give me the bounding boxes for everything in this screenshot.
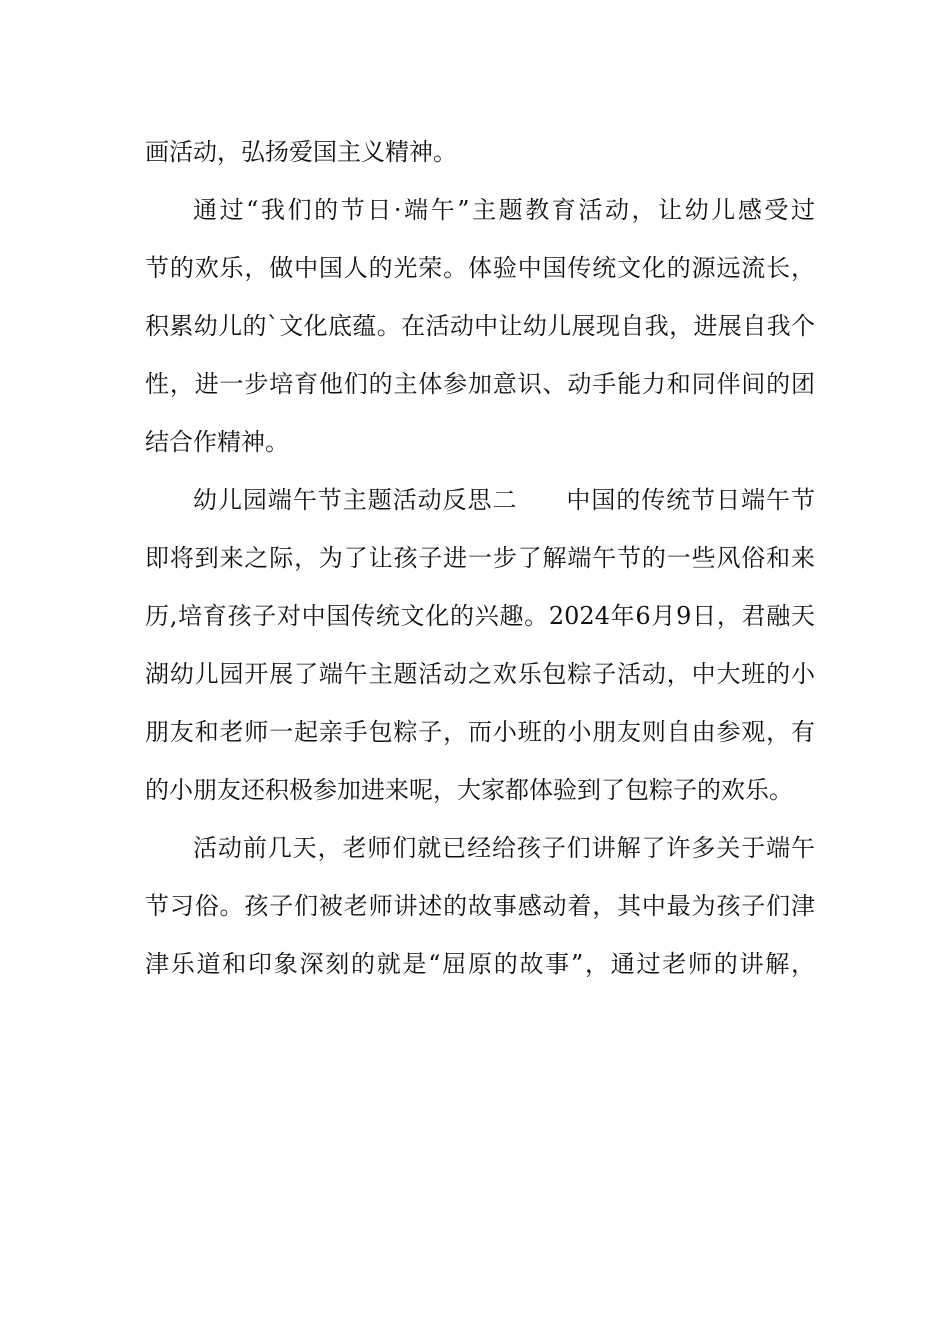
document-body — [145, 128, 815, 998]
paragraph-line: 性，进一步培育他们的主体参加意识、动手能力和同伴间的团 — [145, 370, 815, 398]
paragraph-line: 画活动，弘扬爱国主义精神。 — [145, 138, 457, 166]
paragraph-line: 通过“我们的节日·端午”主题教育活动，让幼儿感受过 — [193, 196, 815, 224]
paragraph-line: 湖幼儿园开展了端午主题活动之欢乐包粽子活动，中大班的小 — [145, 660, 815, 688]
section-heading-line — [145, 476, 815, 534]
paragraph-line: 历,培育孩子对中国传统文化的兴趣。2024年6月9日，君融天 — [145, 602, 815, 630]
paragraph-line: 津乐道和印象深刻的就是“屈原的故事”，通过老师的讲解， — [145, 950, 815, 978]
paragraph-line: 活动前几天，老师们就已经给孩子们讲解了许多关于端午 — [193, 834, 815, 862]
paragraph-line: 积累幼儿的`文化底蕴。在活动中让幼儿展现自我，进展自我个 — [145, 312, 815, 340]
paragraph-line: 即将到来之际，为了让孩子进一步了解端午节的一些风俗和来 — [145, 544, 815, 572]
paragraph-line: 的小朋友还积极参加进来呢，大家都体验到了包粽子的欢乐。 — [145, 776, 793, 804]
paragraph-line: 节习俗。孩子们被老师讲述的故事感动着，其中最为孩子们津 — [145, 892, 815, 920]
section-heading: 幼儿园端午节主题活动反思二 — [193, 486, 518, 514]
paragraph-line: 节的欢乐，做中国人的光荣。体验中国传统文化的源远流长， — [145, 254, 815, 282]
paragraph-line: 结合作精神。 — [145, 428, 289, 456]
paragraph-start: 中国的传统节日端午节 — [565, 486, 816, 514]
paragraph-line: 朋友和老师一起亲手包粽子，而小班的小朋友则自由参观，有 — [145, 718, 815, 746]
